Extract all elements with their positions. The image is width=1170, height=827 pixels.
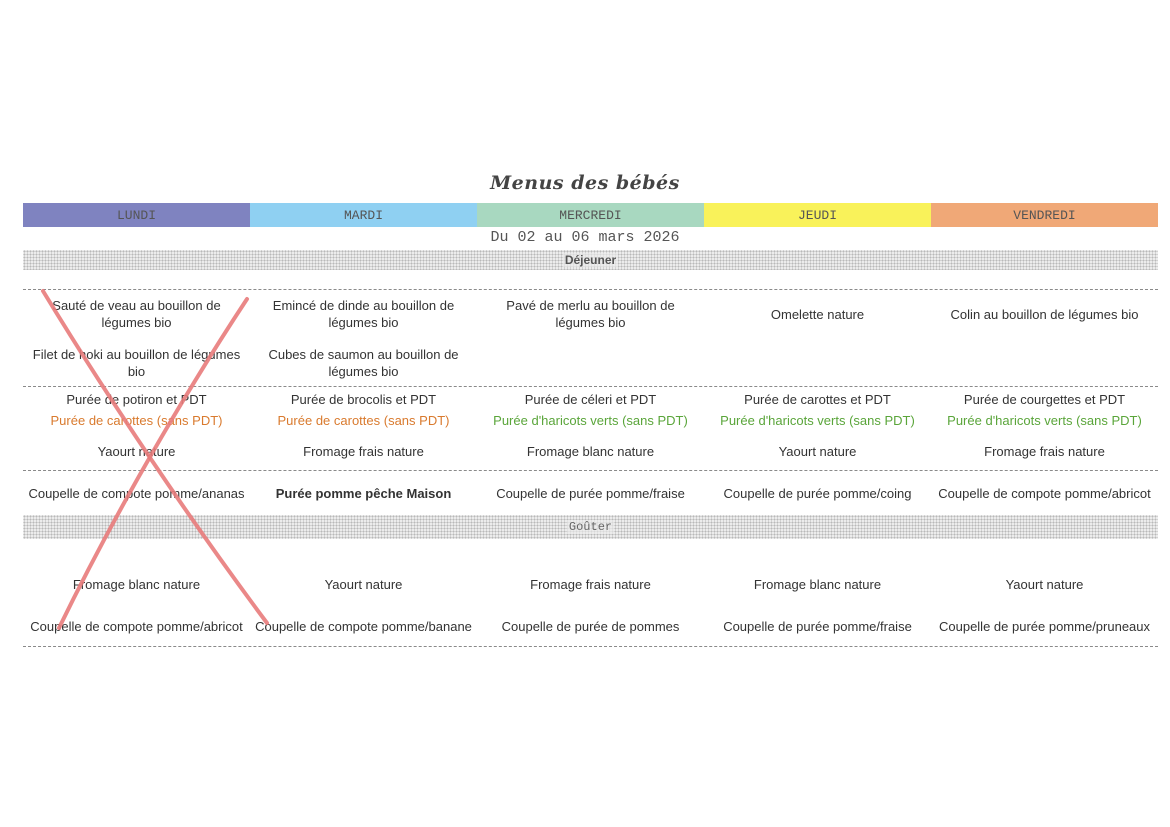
main-dish-1: Omelette nature <box>770 307 865 322</box>
row-divider <box>23 386 1158 387</box>
puree-alt: Purée d'haricots verts (sans PDT) <box>947 413 1142 428</box>
puree-alt: Purée de carottes (sans PDT) <box>277 413 450 428</box>
cell-main-jeudi <box>704 292 931 386</box>
cell-puree-jeudi <box>704 389 931 431</box>
day-header-mercredi: MERCREDI <box>477 203 704 227</box>
snack-fruit-mercredi: Coupelle de purée de pommes <box>501 618 680 634</box>
cell-main-lundi <box>23 292 250 386</box>
main-dish-1: Sauté de veau au bouillon de légumes bio <box>52 298 221 330</box>
snack-fruit-vendredi: Coupelle de purée pomme/pruneaux <box>938 618 1151 634</box>
dessert-lundi: Coupelle de compote pomme/ananas <box>28 485 245 501</box>
puree-alt: Purée d'haricots verts (sans PDT) <box>720 413 915 428</box>
puree-main: Purée de courgettes et PDT <box>963 392 1126 407</box>
snack-dairy-lundi: Fromage blanc nature <box>72 576 201 592</box>
section-band-dejeuner <box>23 250 1158 270</box>
section-label-dejeuner: Déjeuner <box>564 253 617 267</box>
cell-puree-mercredi <box>477 389 704 431</box>
snack-dairy-mercredi: Fromage frais nature <box>530 576 651 592</box>
row-main-dish <box>23 292 1158 386</box>
cell-main-mardi <box>250 292 477 386</box>
day-header-jeudi: JEUDI <box>704 203 931 227</box>
dessert-mardi: Purée pomme pêche Maison <box>275 485 452 501</box>
main-dish-1: Emincé de dinde au bouillon de légumes bio <box>272 298 455 330</box>
dairy-vendredi: Fromage frais nature <box>984 443 1105 459</box>
row-fruit-snack <box>23 606 1158 646</box>
row-puree <box>23 389 1158 431</box>
date-range: Du 02 au 06 mars 2026 <box>490 229 680 246</box>
dairy-lundi: Yaourt nature <box>97 443 176 459</box>
puree-main: Purée de céleri et PDT <box>524 392 657 407</box>
row-dairy-lunch <box>23 440 1158 462</box>
snack-fruit-mardi: Coupelle de compote pomme/banane <box>255 618 472 634</box>
section-label-gouter: Goûter <box>568 520 613 534</box>
row-dairy-snack <box>23 573 1158 595</box>
main-dish-2: Cubes de saumon au bouillon de légumes bio <box>268 347 459 379</box>
cell-puree-vendredi <box>931 389 1158 431</box>
main-dish-2: Filet de hoki au bouillon de légumes bio <box>32 347 241 379</box>
puree-main: Purée de potiron et PDT <box>66 392 207 407</box>
row-divider <box>23 646 1158 647</box>
menu-title: Menus des bébés <box>490 172 680 194</box>
cell-puree-mardi <box>250 389 477 431</box>
row-divider <box>23 470 1158 471</box>
day-header-bar <box>23 203 1158 227</box>
puree-alt: Purée de carottes (sans PDT) <box>50 413 223 428</box>
cell-main-mercredi <box>477 292 704 386</box>
puree-main: Purée de brocolis et PDT <box>290 392 437 407</box>
dairy-mercredi: Fromage blanc nature <box>526 443 655 459</box>
main-dish-1: Pavé de merlu au bouillon de légumes bio <box>506 298 675 330</box>
day-header-mardi: MARDI <box>250 203 477 227</box>
snack-dairy-mardi: Yaourt nature <box>324 576 403 592</box>
day-header-vendredi: VENDREDI <box>931 203 1158 227</box>
snack-dairy-jeudi: Fromage blanc nature <box>753 576 882 592</box>
dessert-vendredi: Coupelle de compote pomme/abricot <box>938 485 1151 501</box>
row-dessert-lunch <box>23 473 1158 513</box>
cell-puree-lundi <box>23 389 250 431</box>
section-band-gouter <box>23 515 1158 539</box>
snack-fruit-jeudi: Coupelle de purée pomme/fraise <box>723 618 912 634</box>
row-divider <box>23 289 1158 290</box>
dairy-jeudi: Yaourt nature <box>778 443 857 459</box>
dessert-jeudi: Coupelle de purée pomme/coing <box>723 485 912 501</box>
snack-dairy-vendredi: Yaourt nature <box>1005 576 1084 592</box>
snack-fruit-lundi: Coupelle de compote pomme/abricot <box>30 618 243 634</box>
puree-main: Purée de carottes et PDT <box>744 392 891 407</box>
day-header-lundi: LUNDI <box>23 203 250 227</box>
main-dish-1: Colin au bouillon de légumes bio <box>950 307 1139 322</box>
cell-main-vendredi <box>931 292 1158 386</box>
dairy-mardi: Fromage frais nature <box>303 443 424 459</box>
dessert-mercredi: Coupelle de purée pomme/fraise <box>496 485 685 501</box>
puree-alt: Purée d'haricots verts (sans PDT) <box>493 413 688 428</box>
